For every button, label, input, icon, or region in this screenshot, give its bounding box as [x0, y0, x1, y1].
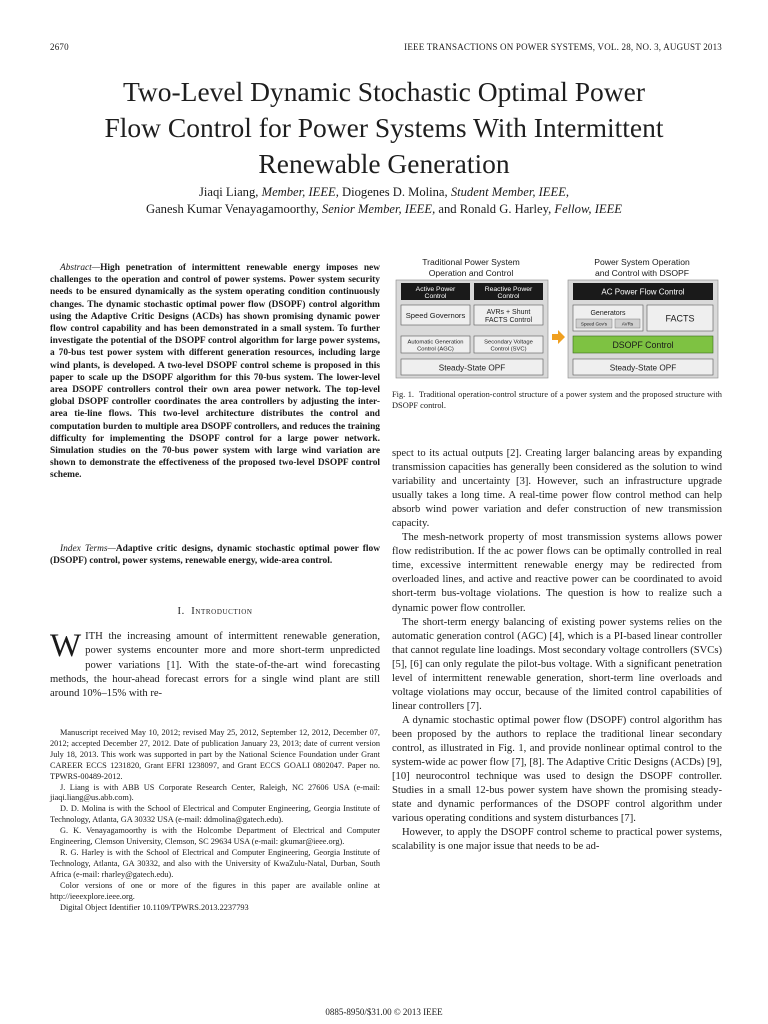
dsopf-control-label: DSOPF Control	[612, 340, 674, 350]
reactive-power-label: Control	[497, 293, 520, 300]
section-heading	[50, 606, 380, 617]
section-title: Introduction	[191, 606, 253, 617]
body-paragraph: However, to apply the DSOPF control scheme to practical power systems, scalability is one major issue that needs to be ad-	[392, 827, 722, 853]
agc-label: Control (AGC)	[417, 346, 454, 353]
body-paragraph: The short-term energy balancing of existing power systems relies on the automatic generation control (AGC) [4], which is a PI-based linear controller that cannot regulate line loadings. Most secondary voltage controllers (SVCs) [5], [6] can only regulate the pilot-bus voltage. With a significant penetration level of intermittent renewable generation, short-term line overloads and voltage violations may occur, because of the limited control capabilities of linear controllers [7].	[392, 616, 722, 712]
active-power-label: Control	[424, 293, 447, 300]
right-panel-title: Power System Operation	[594, 257, 690, 267]
steady-state-opf-left-label: Steady-State OPF	[438, 363, 506, 373]
title-line-1: Two-Level Dynamic Stochastic Optimal Power	[123, 76, 645, 107]
author-name: Jiaqi Liang,	[198, 185, 259, 199]
author-role: Student Member, IEEE,	[450, 185, 570, 199]
body-paragraph: A dynamic stochastic optimal power flow (DSOPF) control algorithm has been proposed by the authors to replace the traditional linear secondary control, as illustrated in Fig. 1, and provide nonlinear optimal control to the system-wide ac power flow [7], [8]. The Adaptive Critic Designs (ACDs) [9], [10] neurocontrol technique was used to design the DSOPF controller. Studies in a small 12-bus power system have shown the promising steady-state and dynamic performances of the DSOPF control algorithm under various operating conditions and system disturbances [7].	[392, 714, 722, 825]
footnote-doi: Digital Object Identifier 10.1109/TPWRS.2013.2237793	[60, 902, 249, 912]
author-list	[40, 184, 728, 218]
figure-1-diagram	[392, 252, 722, 384]
body-paragraph: The mesh-network property of most transmission systems allows power flow redistribution. If the ac power flows can be optimally controlled in real time, excessive intermittent renewable energy may be redirected from overloaded lines, and active and reactive power can be coordinated to avoid short-term bus-voltage violations. The question is how to realize such a dynamic power flow controller.	[392, 532, 722, 614]
index-terms-text: Adaptive critic designs, dynamic stochastic optimal power flow (DSOPF) control, power systems, renewable energy, wide-area control.	[50, 544, 380, 567]
abstract-text: High penetration of intermittent renewable energy imposes new challenges to the operation and control of power systems. Power system security needs to be ensured dynamically as the system operating condition continuously changes. The dynamic stochastic optimal power flow (DSOPF) control algorithm using the Adaptive Critic Designs (ACDs) has shown promising dynamic power flow control capability and has been demonstrated in a small system. To further investigate the potential of the DSOPF control algorithm for large power systems, a 70-bus test power system with different generation resources, including large wind plants, is developed. A two-level DSOPF control scheme is proposed in this paper to scale up the DSOPF algorithm for this 70-bus system. The lower-level area DSOPF controllers control their own area power network. The top-level global DSOPF controller coordinates the area controllers by adjusting the inter-area tie-line flows. This two-level architecture distributes the control and computation burden to multiple area DSOPF controllers, and reduces the training difficulty for implementing the DSOPF control for a large power network. Simulation studies on the 70-bus power system with large wind variation are shown to demonstrate the effectiveness of the proposed two-level DSOPF control scheme.	[50, 263, 380, 481]
steady-state-opf-right-label: Steady-State OPF	[609, 363, 677, 373]
author-name: and Ronald G. Harley,	[438, 202, 552, 216]
journal-header: IEEE TRANSACTIONS ON POWER SYSTEMS, VOL. 28, NO. 3, AUGUST 2013	[404, 42, 722, 52]
right-panel-title: and Control with DSOPF	[594, 268, 690, 278]
intro-text: ITH the increasing amount of intermittent renewable generation, power systems encounter more and more short-term unpredicted power variations [1]. With the state-of-the-art wind forecasting methods, the hour-ahead forecast errors for a single wind plant are still around 10%–15% with re-	[50, 631, 380, 700]
ac-power-flow-label: AC Power Flow Control	[601, 287, 685, 297]
footnote-affiliation: J. Liang is with ABB US Corporate Research Center, Raleigh, NC 27606 USA (e-mail: jiaqi.liang@us.abb.com).	[50, 782, 380, 803]
agc-label: Automatic Generation	[407, 339, 464, 346]
title-line-3: Renewable Generation	[258, 148, 510, 179]
speed-govs-small-label: Speed Gov's	[580, 321, 608, 327]
author-name: Ganesh Kumar Venayagamoorthy,	[145, 202, 319, 216]
caption-text: Traditional operation-control structure of a power system and the proposed structure with DSOPF control.	[392, 390, 722, 410]
left-panel-title: Traditional Power System	[422, 257, 520, 267]
transition-arrow-icon	[552, 330, 565, 344]
author-role: Member, IEEE,	[261, 185, 339, 199]
footnote-color: Color versions of one or more of the figures in this paper are available online at http://ieeexplore.ieee.org.	[50, 880, 380, 901]
svc-label: Secondary Voltage	[484, 339, 533, 346]
active-power-label: Active Power	[415, 286, 456, 293]
facts-label: FACTS	[665, 313, 695, 324]
figure-caption	[392, 389, 722, 411]
speed-governors-label: Speed Governors	[405, 311, 466, 320]
section-number: I.	[177, 606, 185, 617]
avrs-small-label: AVRs	[621, 321, 634, 327]
index-terms-lead: Index Terms—	[60, 544, 116, 554]
svc-label: Control (SVC)	[490, 346, 527, 353]
drop-cap: W	[50, 628, 82, 664]
right-column-body	[392, 447, 722, 854]
intro-paragraph	[50, 630, 380, 701]
page-number: 2670	[50, 42, 69, 52]
abstract	[50, 262, 380, 482]
left-panel-title: Operation and Control	[428, 268, 514, 278]
footnote-manuscript: Manuscript received May 10, 2012; revised May 25, 2012, September 12, 2012, December 07, 2012; accepted December 27, 2012. Date of publication January 23, 2013; date of current version July 18, 2013. This work was supported in part by the National Science Foundation under Grant CAREER ECCS 1231820, Grant EFRI 1238097, and Grant ECCS GOALI 0802047. Paper no. TPWRS-00489-2012.	[50, 728, 380, 781]
author-role: Senior Member, IEEE,	[321, 202, 436, 216]
avrs-label: AVRs + Shunt	[486, 309, 531, 316]
caption-label: Fig. 1.	[392, 390, 414, 399]
index-terms	[50, 543, 380, 567]
footnote-affiliation: G. K. Venayagamoorthy is with the Holcombe Department of Electrical and Computer Engineering, Clemson University, Clemson, SC 29634 USA (e-mail: gkumar@ieee.org).	[50, 826, 380, 847]
author-role: Fellow, IEEE	[554, 202, 623, 216]
reactive-power-label: Reactive Power	[484, 286, 533, 293]
copyright-footer: 0885-8950/$31.00 © 2013 IEEE	[325, 1007, 443, 1017]
paper-title	[40, 74, 728, 182]
footnote-affiliation: R. G. Harley is with the School of Electrical and Computer Engineering, Georgia Institute of Technology, Atlanta, GA 30332, and also with the University of KwaZulu-Natal, Durban, South Africa (e-mail: rharley@gatech.edu).	[50, 847, 380, 879]
abstract-lead: Abstract—	[60, 263, 101, 273]
avrs-label: FACTS Control	[484, 317, 533, 324]
footnotes	[50, 728, 380, 913]
footnote-affiliation: D. D. Molina is with the School of Electrical and Computer Engineering, Georgia Institute of Technology, Atlanta, GA 30332 USA (e-mail: ddmolina@gatech.edu).	[50, 804, 380, 825]
title-line-2: Flow Control for Power Systems With Intermittent	[104, 112, 664, 143]
author-name: Diogenes D. Molina,	[342, 185, 448, 199]
body-paragraph: spect to its actual outputs [2]. Creating larger balancing areas by expanding transmission capacities has generally been considered as the solution to wind variability and uncertainty [3]. However, such an infrastructure upgrade usually takes a long time. A real-time power flow control method can help absorb wind power variation and defer construction of new transmission capacity.	[392, 448, 722, 530]
generators-label: Generators	[590, 310, 626, 317]
